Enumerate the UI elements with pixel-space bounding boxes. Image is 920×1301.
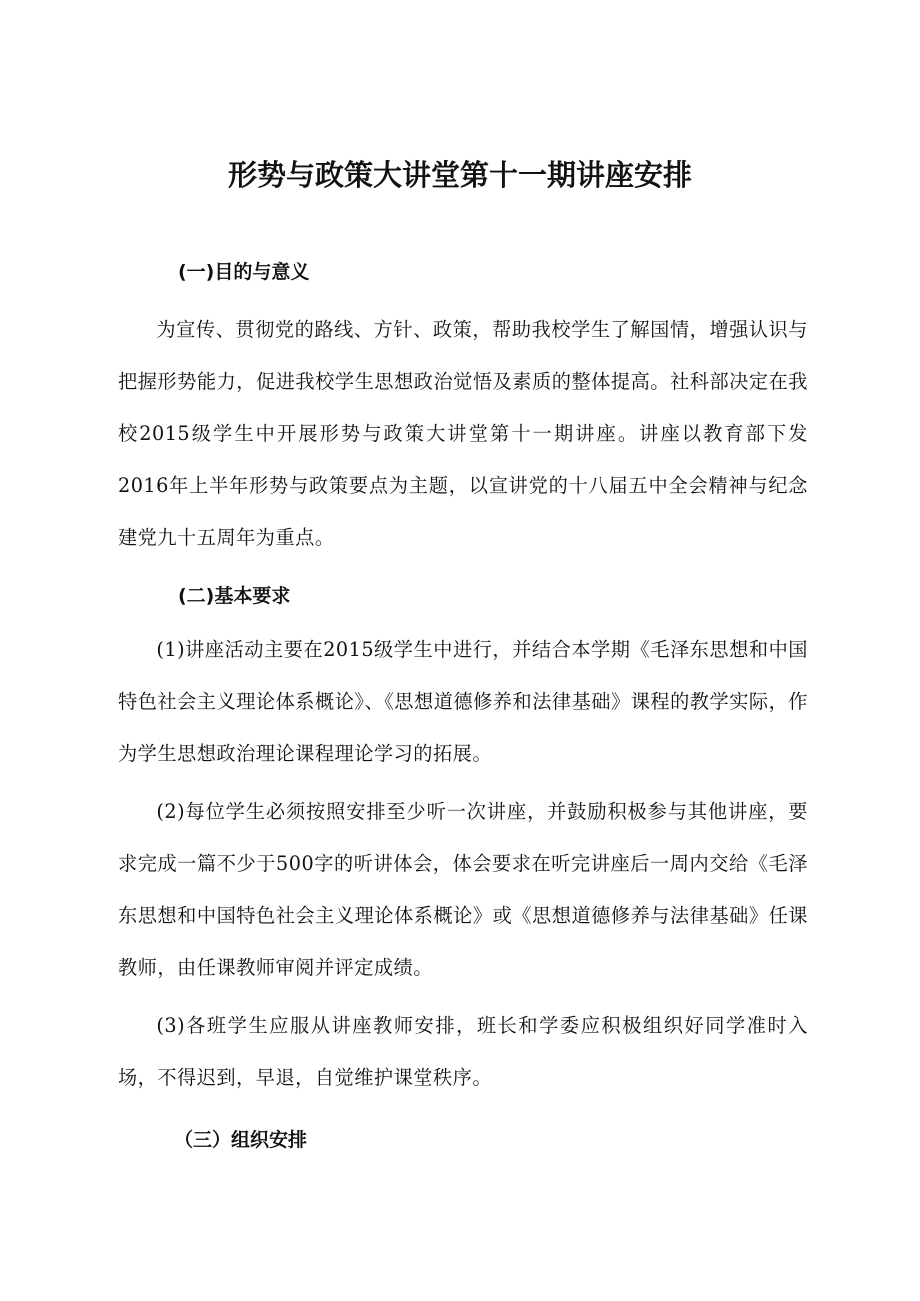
paragraph-purpose: 为宣传、贯彻党的路线、方针、政策，帮助我校学生了解国情，增强认识与把握形势能力，促进我校学生思想政治觉悟及素质的整体提高。社科部决定在我校2015级学生中开展形势与政策大讲堂第十一期讲座。讲座以教育部下发2016年上半年形势与政策要点为主题，以宣讲党的十八届五中全会精神与纪念建党九十五周年为重点。 — [118, 318, 808, 549]
document-title: 形势与政策大讲堂第十一期讲座安排 — [227, 158, 692, 193]
section-requirements — [118, 578, 808, 1104]
document-body — [118, 254, 808, 1158]
section-purpose — [118, 254, 808, 564]
section-heading-organization: （三）组织安排 — [174, 1129, 308, 1151]
section-heading-purpose: (一)目的与意义 — [178, 261, 310, 283]
requirement-item-3: (3)各班学生应服从讲座教师安排，班长和学委应积极组织好同学准时入场，不得迟到，早退，自觉维护课堂秩序。 — [118, 1014, 808, 1089]
section-organization — [118, 1122, 808, 1158]
requirement-item-2: (2)每位学生必须按照安排至少听一次讲座，并鼓励积极参与其他讲座，要求完成一篇不少于500字的听讲体会，体会要求在听完讲座后一周内交给《毛泽东思想和中国特色社会主义理论体系概论》或《思想道德修养与法律基础》任课教师，由任课教师审阅并评定成绩。 — [118, 800, 808, 979]
requirement-item-1: (1)讲座活动主要在2015级学生中进行，并结合本学期《毛泽东思想和中国特色社会主义理论体系概论》、《思想道德修养和法律基础》课程的教学实际，作为学生思想政治理论课程理论学习的拓展。 — [118, 638, 808, 765]
section-heading-requirements: (二)基本要求 — [178, 585, 291, 607]
